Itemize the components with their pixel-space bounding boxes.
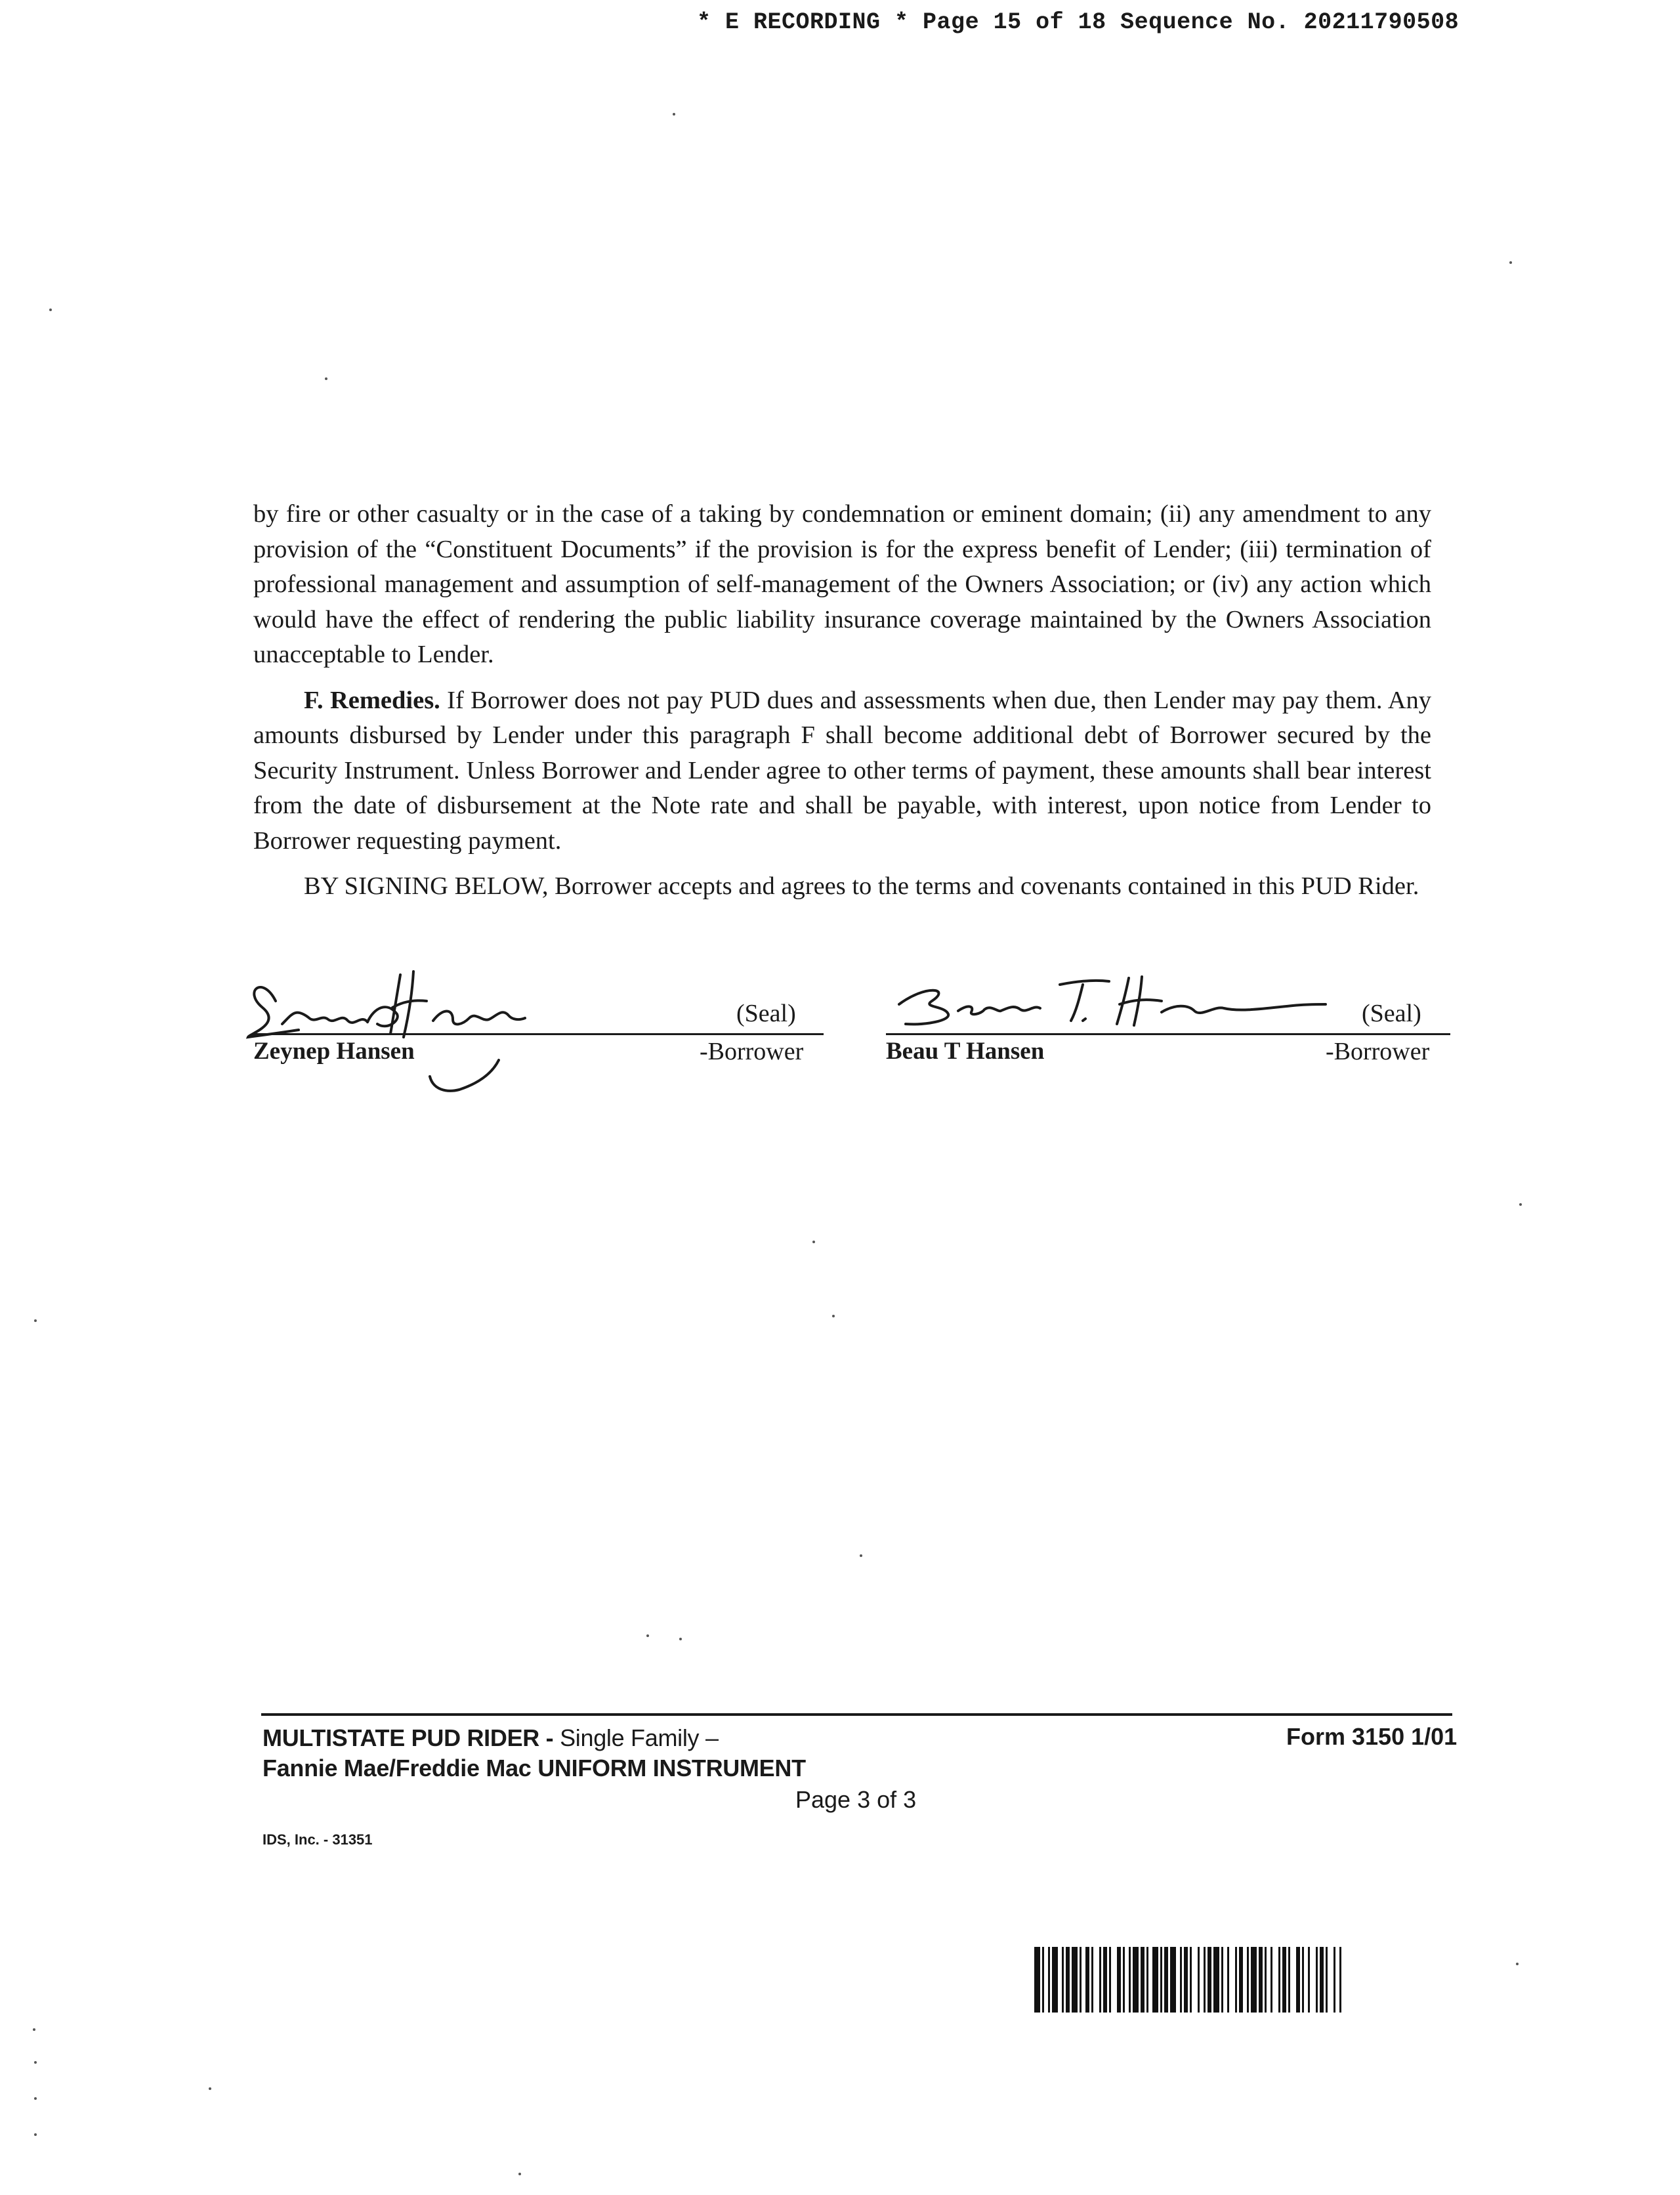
barcode-bar [1235,1947,1237,2013]
scan-speck [679,1638,682,1640]
footer-divider [261,1713,1452,1716]
signature-beau-t-hansen [886,965,1332,1037]
scan-speck [34,2061,37,2064]
barcode-image [1034,1947,1453,2013]
scan-speck [34,2133,37,2136]
barcode-bar [1288,1947,1290,2013]
barcode-bar [1282,1947,1286,2013]
barcode-bar [1123,1947,1125,2013]
scan-speck [673,113,675,116]
signature-line-1 [251,1033,824,1035]
barcode-bar [1103,1947,1107,2013]
scan-speck [325,377,327,380]
borrower-name-2: Beau T Hansen [886,1038,1045,1065]
barcode-bar [1152,1947,1158,2013]
barcode-bar [1062,1947,1064,2013]
barcode-bar [1133,1947,1139,2013]
barcode-bar [1204,1947,1206,2013]
signature-line-2 [886,1033,1450,1035]
borrower-name-1: Zeynep Hansen [253,1038,415,1065]
scan-speck [832,1315,835,1317]
barcode-bar [1184,1947,1188,2013]
barcode-bar [1278,1947,1280,2013]
borrower-role-1: -Borrower [700,1038,804,1065]
barcode-bar [1099,1947,1101,2013]
barcode-bar [1251,1947,1257,2013]
rider-body [253,497,1431,915]
barcode-bar [1308,1947,1310,2013]
paragraph-remedies [253,683,1431,859]
scan-speck [34,2097,37,2100]
scan-speck [1516,1963,1519,1965]
barcode-bar [1339,1947,1341,2013]
scan-speck [812,1241,815,1243]
barcode-bar [1141,1947,1144,2013]
barcode-bar [1190,1947,1192,2013]
barcode-bar [1247,1947,1249,2013]
footer-form-number: Form 3150 1/01 [1286,1723,1458,1750]
scan-speck [209,2087,211,2090]
footer-title-line2: Fannie Mae/Freddie Mac UNIFORM INSTRUMENT [262,1755,806,1781]
remedies-heading: F. Remedies. [304,686,440,714]
seal-label-1: (Seal) [736,1000,796,1027]
barcode-bar [1129,1947,1131,2013]
paragraph-signing: BY SIGNING BELOW, Borrower accepts and agrees to the terms and covenants contained in this PUD Rider. [304,872,1419,900]
scan-speck [646,1634,649,1637]
barcode-bar [1170,1947,1176,2013]
footer-page-number: Page 3 of 3 [795,1786,917,1813]
scan-speck [518,2173,521,2175]
barcode-bar [1316,1947,1318,2013]
barcode-bar [1259,1947,1263,2013]
footer-ids-code: IDS, Inc. - 31351 [262,1831,373,1848]
barcode-bar [1048,1947,1050,2013]
remedies-text: If Borrower does not pay PUD dues and assessments when due, then Lender may pay them. Any amounts disbursed by Lender under this paragraph F shall become additional debt of Borrower secured by the Security Instrument. Unless Borrower and Lender agree to other terms of payment, these amounts shall bear interest from the date of disbursement at the Note rate and shall be payable, with interest, upon notice from Lender to Borrower requesting payment. [253,686,1431,855]
scan-speck [49,309,52,311]
barcode-bar [1270,1947,1272,2013]
barcode-bar [1034,1947,1040,2013]
barcode-bar [1213,1947,1219,2013]
barcode-bar [1052,1947,1058,2013]
scan-speck [33,2028,35,2031]
barcode-bar [1302,1947,1304,2013]
barcode-bar [1198,1947,1200,2013]
borrower-role-2: -Borrower [1326,1038,1430,1065]
barcode-bar [1146,1947,1148,2013]
footer-title-bold: MULTISTATE PUD RIDER - [262,1724,554,1751]
barcode-bar [1160,1947,1162,2013]
barcode-bar [1296,1947,1300,2013]
barcode-bar [1072,1947,1078,2013]
seal-label-2: (Seal) [1362,1000,1421,1027]
barcode-bar [1208,1947,1211,2013]
paragraph-continuation: by fire or other casualty or in the case of a taking by condemnation or eminent domain; (ii) any amendment to any provision of the “Constituent Documents” if the provision is for the express benefit of Lender; (iii) termination of professional management and assumption of self-management of the Owners Association; or (iv) any action which would have the effect of rendering the public liability insurance coverage maintained by the Owners Association unacceptable to Lender. [253,500,1431,668]
barcode-bar [1180,1947,1182,2013]
barcode-bar [1320,1947,1324,2013]
signature-zeynep-hansen [236,962,578,1099]
scan-speck [860,1554,862,1557]
barcode-bar [1042,1947,1044,2013]
scan-speck [1509,261,1512,264]
scan-speck [34,1319,37,1322]
barcode-bar [1265,1947,1267,2013]
barcode-bar [1066,1947,1070,2013]
barcode-bar [1221,1947,1223,2013]
barcode-bar [1239,1947,1243,2013]
barcode-bar [1080,1947,1082,2013]
barcode-bar [1091,1947,1093,2013]
barcode-bar [1109,1947,1111,2013]
barcode-bar [1164,1947,1168,2013]
barcode-bar [1117,1947,1121,2013]
footer-form-title [262,1723,806,1783]
recording-header: * E RECORDING * Page 15 of 18 Sequence No. 20211790508 [697,9,1460,35]
barcode-bar [1326,1947,1328,2013]
barcode-bar [1085,1947,1089,2013]
scan-speck [1519,1203,1522,1206]
barcode-bar [1227,1947,1229,2013]
barcode-bar [1334,1947,1335,2013]
footer-title-rest: Single Family – [553,1724,719,1751]
